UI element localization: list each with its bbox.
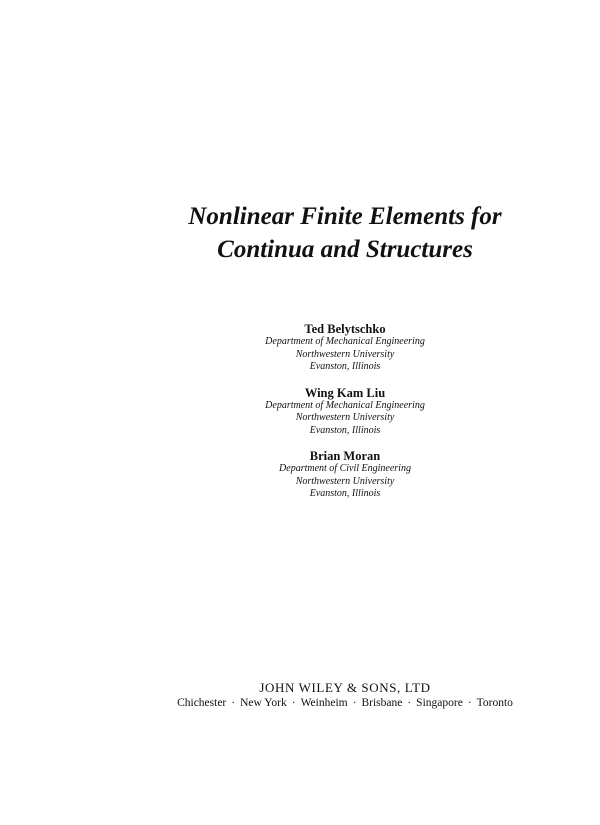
book-title-line-1: Nonlinear Finite Elements for — [188, 203, 502, 230]
author-block — [0, 322, 600, 374]
city: Singapore — [416, 697, 463, 709]
author-list — [0, 322, 600, 513]
city: Chichester — [177, 697, 227, 709]
author-name: Wing Kam Liu — [304, 385, 386, 400]
author-department: Department of Civil Engineering — [279, 463, 411, 474]
author-name: Ted Belytschko — [304, 322, 386, 336]
city-separator: · — [467, 697, 472, 709]
city-separator: · — [291, 697, 296, 709]
author-location: Evanston, Illinois — [309, 488, 381, 499]
publisher-cities — [0, 696, 600, 710]
city: New York — [240, 697, 287, 709]
city: Toronto — [476, 697, 513, 709]
author-location: Evanston, Illinois — [309, 361, 381, 372]
author-block — [0, 386, 600, 438]
city-separator: · — [407, 697, 412, 709]
author-department: Department of Mechanical Engineering — [265, 336, 425, 347]
city-separator: · — [352, 697, 357, 709]
publisher-name: JOHN WILEY & SONS, LTD — [259, 680, 431, 695]
author-department: Department of Mechanical Engineering — [265, 399, 425, 411]
author-university: Northwestern University — [295, 412, 395, 423]
author-university: Northwestern University — [295, 348, 395, 360]
book-title — [0, 200, 600, 266]
city: Weinheim — [300, 697, 348, 709]
author-name: Brian Moran — [309, 449, 381, 463]
book-title-line-2: Continua and Structures — [217, 236, 473, 263]
city-separator: · — [231, 697, 236, 709]
author-location: Evanston, Illinois — [309, 424, 381, 436]
city: Brisbane — [361, 697, 403, 709]
author-university: Northwestern University — [295, 475, 395, 487]
author-block — [0, 449, 600, 501]
